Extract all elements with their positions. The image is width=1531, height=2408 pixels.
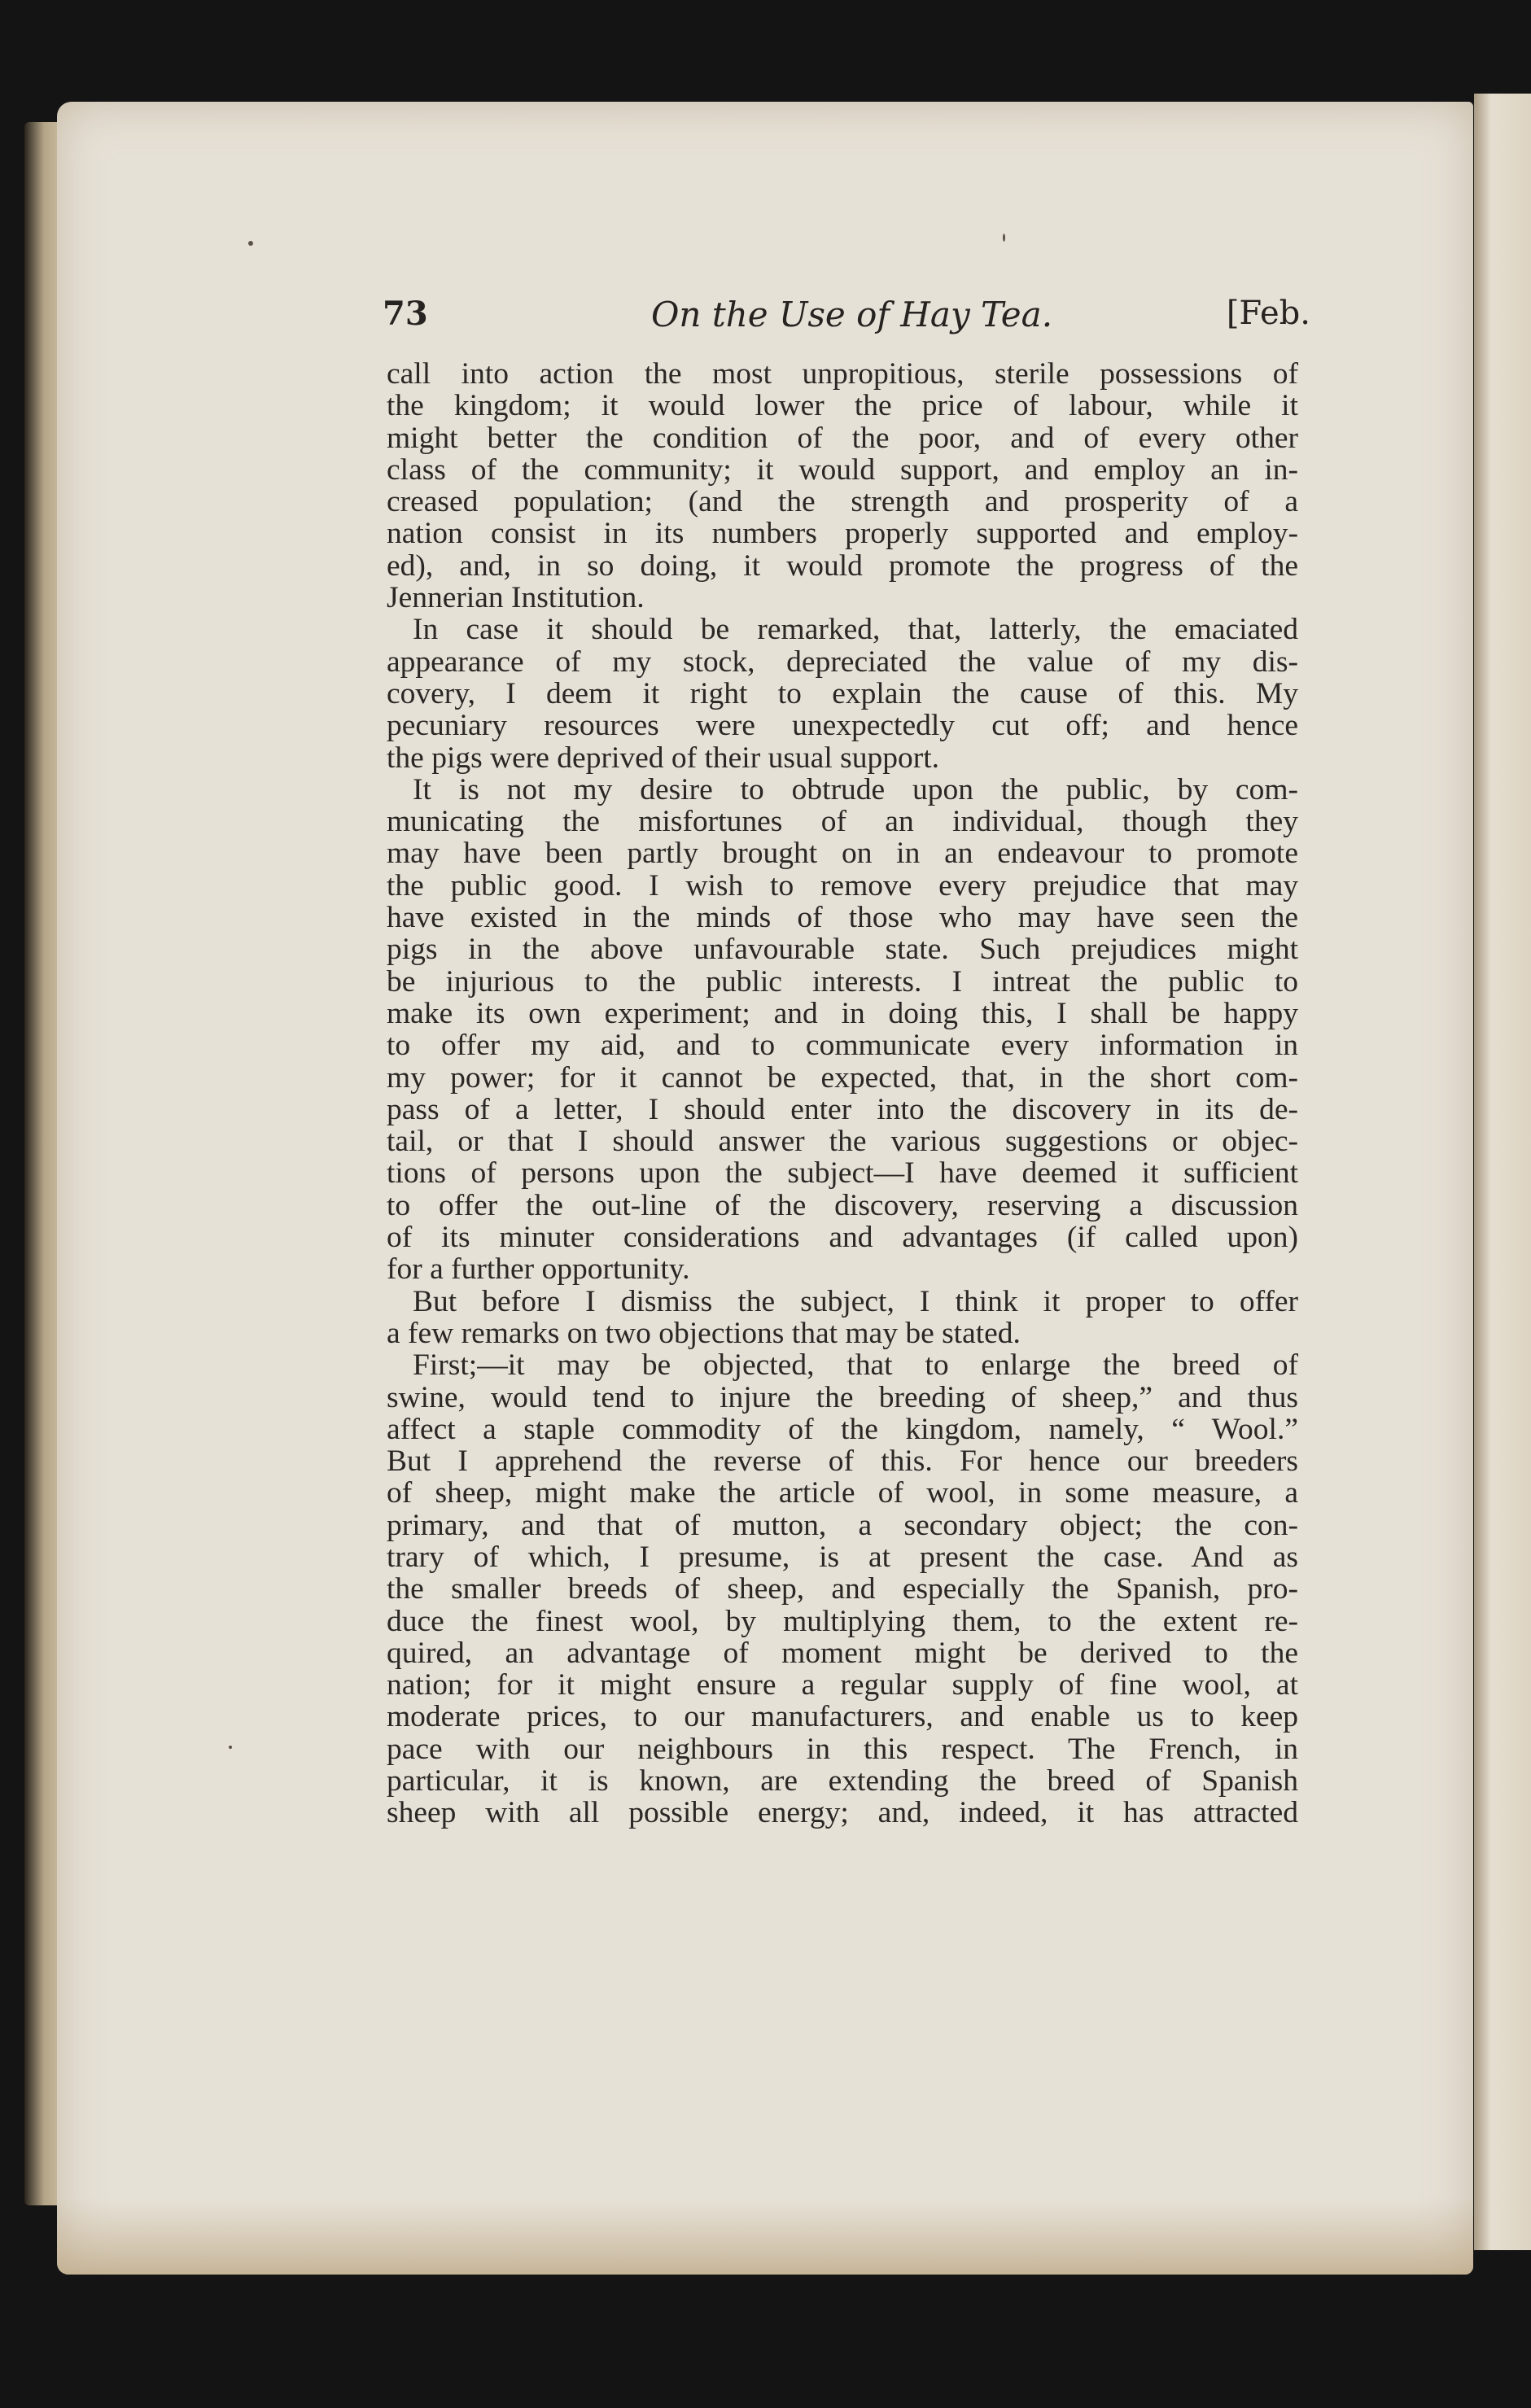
text-line: may have been partly brought on in an endeavour to promote <box>387 837 1298 871</box>
running-date-mark: [Feb. <box>1226 295 1310 332</box>
text-line: nation; for it might ensure a regular supply of fine wool, at <box>387 1668 1298 1702</box>
text-line: It is not my desire to obtrude upon the public, by com- <box>413 772 1298 806</box>
dust-speck <box>1003 234 1005 242</box>
text-line: make its own experiment; and in doing this, I shall be happy <box>387 996 1298 1030</box>
text-line: nation consist in its numbers properly supported and employ- <box>387 517 1298 551</box>
text-line: of sheep, might make the article of wool, in some measure, a <box>387 1476 1298 1510</box>
text-line: tions of persons upon the subject—I have deemed it sufficient <box>387 1156 1298 1191</box>
text-line: the pigs were deprived of their usual support. <box>387 741 939 775</box>
text-line: class of the community; it would support, and employ an in- <box>387 452 1298 487</box>
text-line: a few remarks on two objections that may be stated. <box>387 1316 1021 1350</box>
text-line: covery, I deem it right to explain the cause of this. My <box>387 676 1298 710</box>
text-line: the kingdom; it would lower the price of labour, while it <box>387 389 1298 423</box>
facing-page-edge <box>1474 94 1531 2250</box>
text-line: the public good. I wish to remove every prejudice that may <box>387 868 1298 902</box>
text-line: pecuniary resources were unexpectedly cut off; and hence <box>387 709 1298 743</box>
text-line: pigs in the above unfavourable state. Such prejudices might <box>387 933 1298 967</box>
page-stain <box>57 2197 1473 2275</box>
text-line: for a further opportunity. <box>387 1252 690 1287</box>
text-line: swine, would tend to injure the breeding of sheep,” and thus <box>387 1380 1298 1414</box>
text-line: primary, and that of mutton, a secondary object; the con- <box>387 1508 1298 1542</box>
text-line: But I apprehend the reverse of this. For hence our breeders <box>387 1444 1298 1479</box>
dust-speck <box>229 1746 232 1749</box>
text-line: pace with our neighbours in this respect. The French, in <box>387 1732 1298 1766</box>
text-line: sheep with all possible energy; and, indeed, it has attracted <box>387 1796 1298 1830</box>
text-line: First;—it may be objected, that to enlarge the breed of <box>413 1348 1298 1383</box>
text-line: tail, or that I should answer the various suggestions or objec- <box>387 1125 1298 1159</box>
text-line: be injurious to the public interests. I intreat the public to <box>387 964 1298 999</box>
text-line: pass of a letter, I should enter into the discovery in its de- <box>387 1092 1298 1126</box>
text-line: quired, an advantage of moment might be derived to the <box>387 1636 1298 1670</box>
text-line: might better the condition of the poor, and of every other <box>387 421 1298 455</box>
running-title: On the Use of Hay Tea. <box>651 295 1053 334</box>
dust-speck <box>248 241 253 246</box>
text-line: But before I dismiss the subject, I think it proper to offer <box>413 1284 1298 1318</box>
text-line: moderate prices, to our manufacturers, and enable us to keep <box>387 1700 1298 1734</box>
text-line: the smaller breeds of sheep, and especially the Spanish, pro- <box>387 1572 1298 1606</box>
text-line: particular, it is known, are extending the breed of Spanish <box>387 1764 1298 1798</box>
page-number: 73 <box>383 295 428 333</box>
text-line: to offer my aid, and to communicate every information in <box>387 1029 1298 1063</box>
text-line: Jennerian Institution. <box>387 581 645 615</box>
text-line: municating the misfortunes of an individual, though they <box>387 805 1298 839</box>
body-text <box>387 358 1298 1829</box>
text-line: creased population; (and the strength and prosperity of a <box>387 485 1298 519</box>
text-line: trary of which, I presume, is at present the case. And as <box>387 1540 1298 1574</box>
text-line: call into action the most unpropitious, sterile possessions of <box>387 357 1298 391</box>
text-line: In case it should be remarked, that, latterly, the emaciated <box>413 613 1298 647</box>
running-header <box>383 295 1310 343</box>
text-line: of its minuter considerations and advantages (if called upon) <box>387 1221 1298 1255</box>
text-line: duce the finest wool, by multiplying them, to the extent re- <box>387 1604 1298 1638</box>
text-line: appearance of my stock, depreciated the value of my dis- <box>387 645 1298 679</box>
text-line: ed), and, in so doing, it would promote the progress of the <box>387 548 1298 583</box>
text-line: to offer the out-line of the discovery, reserving a discussion <box>387 1188 1298 1222</box>
text-line: affect a staple commodity of the kingdom, namely, “ Wool.” <box>387 1412 1298 1446</box>
text-line: have existed in the minds of those who may have seen the <box>387 901 1298 935</box>
text-line: my power; for it cannot be expected, that, in the short com- <box>387 1060 1298 1095</box>
